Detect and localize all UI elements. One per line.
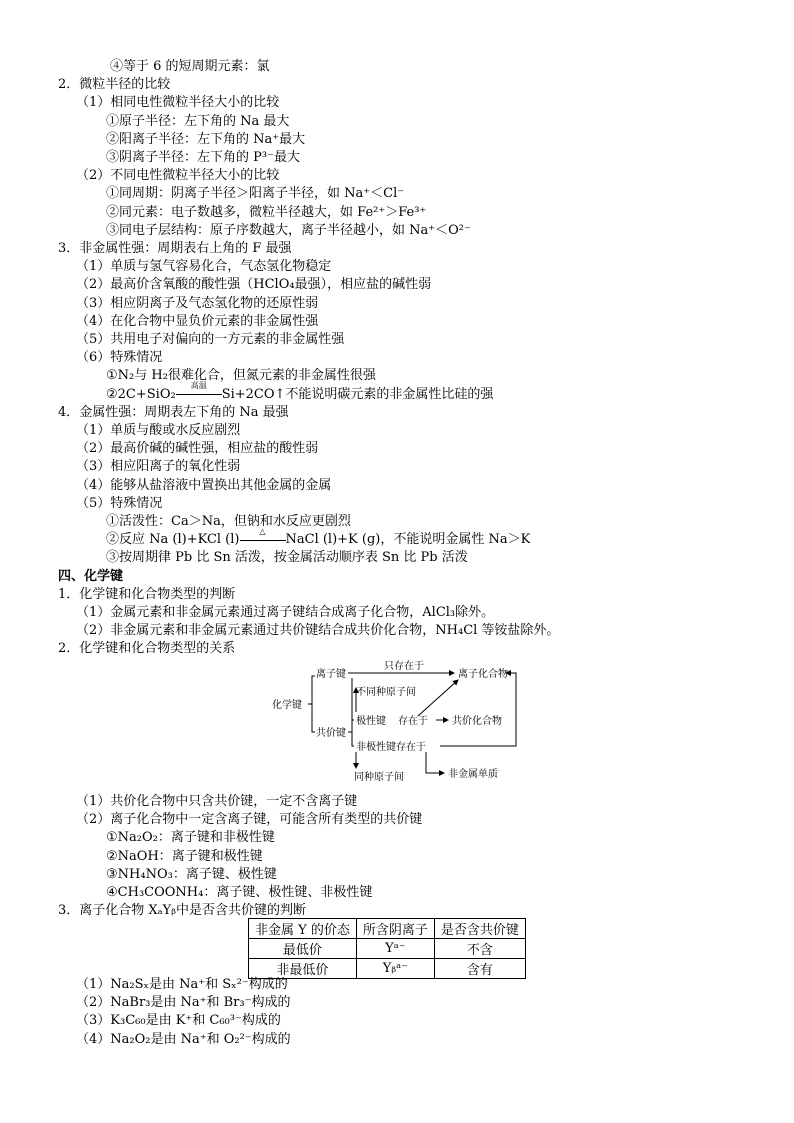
text-line: ④等于 6 的短周期元素：氯 (110, 59, 270, 74)
text-line: 四、化学键 (58, 568, 124, 584)
text-line: ④CH₃COONH₄：离子键、极性键、非极性键 (106, 885, 373, 900)
text-line: 1．化学键和化合物类型的判断 (58, 586, 236, 602)
text-line (106, 381, 494, 403)
text-line: 3．离子化合物 XₐYᵦ中是否含共价键的判断 (58, 903, 306, 919)
text-line: （4）Na₂O₂是由 Na⁺和 O₂²⁻构成的 (76, 1031, 291, 1047)
diagram-nonmetal-single: 非金属单质 (448, 769, 498, 780)
text-line: （1）单质与酸或水反应剧烈 (76, 423, 241, 438)
table-row (249, 959, 526, 979)
table-row (249, 939, 526, 959)
diagram-ionic-bond: 离子键 (316, 669, 346, 680)
text-line: ①Na₂O₂：离子键和非极性键 (106, 830, 275, 846)
table-header-row (249, 919, 526, 939)
text-line: 4．金属性强：周期表左下角的 Na 最强 (58, 404, 289, 420)
diagram-ionic-compound: 离子化合物 (458, 669, 508, 680)
text-line: （5）共用电子对偏向的一方元素的非金属性强 (76, 332, 345, 347)
text-line: （3）K₃C₆₀是由 K⁺和 C₆₀³⁻构成的 (76, 1013, 281, 1029)
diagram-exists-in-1: 存在于 (398, 716, 428, 727)
equation-right: NaCl (l)+K (g)，不能说明金属性 Na＞K (285, 532, 531, 548)
covalent-judgment-table (248, 918, 526, 979)
text-line: （3）相应阳离子的氧化性弱 (76, 459, 241, 475)
text-line (106, 526, 531, 548)
table-cell: Yᵃ⁻ (356, 939, 434, 959)
text-line: ①活泼性：Ca＞Na，但钠和水反应更剧烈 (106, 514, 351, 529)
condition-label: 高温 (190, 381, 207, 391)
text-line: ②同元素：电子数越多，微粒半径越大，如 Fe²⁺＞Fe³⁺ (106, 204, 427, 220)
reaction-condition (240, 526, 286, 542)
equation-right: Si+2CO↑不能说明碳元素的非金属性比硅的强 (221, 386, 494, 402)
equation-left: ②2C+SiO₂ (106, 386, 176, 402)
text-line: 3．非金属性强：周期表右上角的 F 最强 (58, 241, 292, 256)
text-line: ②NaOH：离子键和极性键 (106, 848, 263, 864)
text-line: （5）特殊情况 (76, 495, 163, 511)
text-line: （2）离子化合物中一定含离子键，可能含所有类型的共价键 (76, 812, 423, 828)
text-line: ③同电子层结构：原子序数越大，离子半径越小，如 Na⁺＜O²⁻ (106, 222, 471, 238)
text-line: （2）不同电性微粒半径大小的比较 (76, 168, 280, 184)
text-line: 2．化学键和化合物类型的关系 (58, 641, 236, 657)
diagram-exists-in-2: 存在于 (396, 742, 426, 753)
text-line: ①同周期：阴离子半径＞阳离子半径，如 Na⁺＜Cl⁻ (106, 186, 405, 202)
text-line: （1）Na₂Sₓ是由 Na⁺和 Sₓ²⁻构成的 (76, 977, 288, 992)
bond-relation-diagram (268, 660, 530, 786)
table-cell: 非最低价 (249, 959, 357, 979)
table-cell: Yᵦᵃ⁻ (356, 959, 434, 979)
text-line: （6）特殊情况 (76, 350, 163, 366)
diagram-chem-bond: 化学键 (272, 700, 302, 711)
text-line: （1）单质与氢气容易化合，气态氢化物稳定 (76, 259, 332, 275)
text-line: （2）NaBr₃是由 Na⁺和 Br₃⁻构成的 (76, 995, 291, 1011)
text-line: （3）相应阴离子及气态氢化物的还原性弱 (76, 295, 319, 311)
text-line: （2）非金属元素和非金属元素通过共价键结合成共价化合物，NH₄Cl 等铵盐除外。 (76, 623, 560, 639)
text-line: （2）最高价碱的碱性强，相应盐的酸性弱 (76, 441, 319, 457)
text-line: ①N₂与 H₂很难化合，但氮元素的非金属性很强 (106, 368, 376, 384)
text-line: （4）能够从盐溶液中置换出其他金属的金属 (76, 477, 332, 493)
condition-label: △ (259, 526, 266, 536)
text-line: （4）在化合物中显负价元素的非金属性强 (76, 313, 319, 329)
text-line: （1）相同电性微粒半径大小的比较 (76, 95, 280, 111)
diagram-only-in: 只存在于 (384, 661, 424, 672)
diagram-covalent-compound: 共价化合物 (452, 716, 502, 727)
reaction-condition (176, 381, 222, 396)
diagram-same-atoms: 同种原子间 (354, 772, 404, 783)
table-header-cell: 是否含共价键 (434, 919, 525, 939)
text-line: ③NH₄NO₃：离子键、极性键 (106, 866, 277, 882)
text-line: （1）共价化合物中只含共价键，一定不含离子键 (76, 794, 358, 809)
diagram-diff-atoms: 不同种原子间 (356, 687, 416, 698)
diagram-polar-bond: 极性键 (356, 716, 386, 727)
text-line: ①原子半径：左下角的 Na 最大 (106, 113, 290, 129)
table-header-cell: 所含阴离子 (356, 919, 434, 939)
diagram-covalent-bond: 共价键 (316, 728, 346, 739)
table-cell: 不含 (434, 939, 525, 959)
diagram-nonpolar-bond: 非极性键 (356, 742, 396, 753)
table-cell: 最低价 (249, 939, 357, 959)
table-cell: 含有 (434, 959, 525, 979)
text-line: ③按周期律 Pb 比 Sn 活泼，按金属活动顺序表 Sn 比 Pb 活泼 (106, 550, 468, 566)
equation-left: ②反应 Na (l)+KCl (l) (106, 532, 240, 548)
text-line: （2）最高价含氧酸的酸性强（HClO₄最强），相应盐的碱性弱 (76, 277, 432, 293)
table-header-cell: 非金属 Y 的价态 (249, 919, 357, 939)
text-line: 2．微粒半径的比较 (58, 77, 171, 93)
text-line: ③阴离子半径：左下角的 P³⁻最大 (106, 150, 300, 165)
text-line: ②阳离子半径：左下角的 Na⁺最大 (106, 131, 306, 147)
bond-relation-svg (268, 660, 530, 786)
text-line: （1）金属元素和非金属元素通过离子键结合成离子化合物，AlCl₃除外。 (76, 605, 495, 620)
